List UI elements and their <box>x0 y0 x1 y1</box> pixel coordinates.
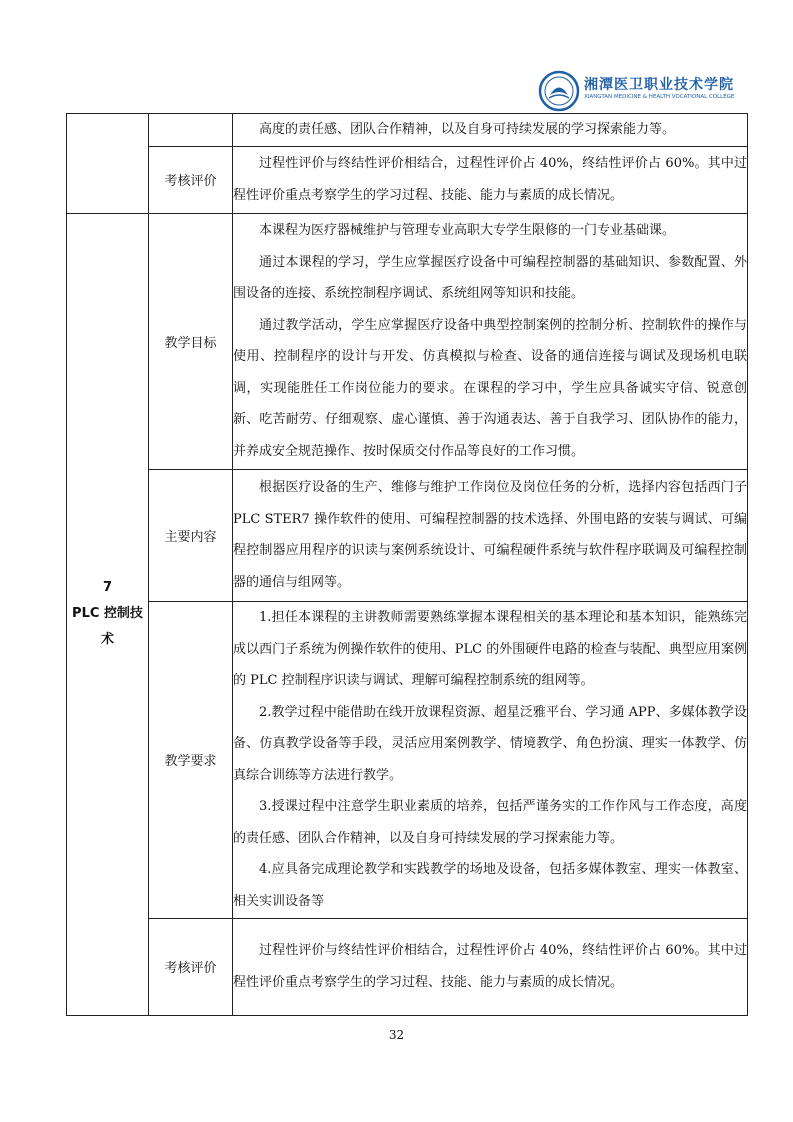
table-row <box>67 918 748 1015</box>
course-name-cell <box>67 213 149 1015</box>
requirement-content <box>233 601 748 918</box>
previous-label-cell <box>149 114 233 147</box>
page-number: 32 <box>388 1028 405 1042</box>
assessment-text: 过程性评价与终结性评价相结合，过程性评价占 40%，终结性评价占 60%。其中过程性评价重点考察学生的学习过程、技能、能力与素质的成长情况。 <box>233 156 747 203</box>
course-assessment-content <box>233 918 748 1015</box>
previous-content-cell <box>233 114 748 147</box>
assessment-content <box>233 146 748 213</box>
curriculum-table <box>66 113 748 1016</box>
requirement-label: 教学要求 <box>149 601 233 918</box>
requirement-item: 4.应具备完成理论教学和实践教学的场地及设备，包括多媒体教室、理实一体教室、相关实训设备等 <box>233 862 747 909</box>
college-emblem-icon <box>538 70 580 112</box>
logo-subtitle: XIANGTAN MEDICINE & HEALTH VOCATIONAL COLLEGE <box>584 94 735 100</box>
course-assessment-text: 过程性评价与终结性评价相结合，过程性评价占 40%，终结性评价占 60%。其中过程性评价重点考察学生的学习过程、技能、能力与素质的成长情况。 <box>233 943 747 990</box>
content-paragraph: 根据医疗设备的生产、维修与维护工作岗位及岗位任务的分析，选择内容包括西门子 PLC STER7 操作软件的使用、可编程控制器的技术选择、外围电路的安装与调试、可编程控制器应用程序的识读与案例系统设计、可编程硬件系统与软件程序联调及可编程控制器的通信与组网等。 <box>233 480 747 590</box>
previous-course-cell <box>67 114 149 214</box>
course-assessment-label: 考核评价 <box>149 918 233 1015</box>
requirement-item: 3.授课过程中注意学生职业素质的培养，包括严谨务实的工作作风与工作态度，高度的责任感、团队合作精神，以及自身可持续发展的学习探索能力等。 <box>233 799 747 846</box>
table-row <box>67 469 748 601</box>
table-row <box>67 213 748 469</box>
requirement-item: 2.教学过程中能借助在线开放课程资源、超星泛雅平台、学习通 APP、多媒体教学设备、仿真教学设备等手段，灵活应用案例教学、情境教学、角色扮演、理实一体教学、仿真综合训练等方法进行教学。 <box>233 704 747 783</box>
goal-paragraph: 通过教学活动，学生应掌握医疗设备中典型控制案例的控制分析、控制软件的操作与使用、控制程序的设计与开发、仿真模拟与检查、设备的通信连接与调试及现场机电联调，实现能胜任工作岗位能力的要求。在课程的学习中，学生应具备诚实守信、锐意创新、吃苦耐劳、仔细观察、虚心谨慎、善于沟通表达、善于自我学习、团队协作的能力，并养成安全规范操作、按时保质交付作品等良好的工作习惯。 <box>233 317 747 459</box>
course-number: 7 <box>102 580 113 595</box>
logo-title: 湘潭医卫职业技术学院 <box>584 77 734 93</box>
table-row <box>67 146 748 213</box>
goal-content <box>233 213 748 469</box>
college-logo <box>538 70 748 114</box>
table-row <box>67 601 748 918</box>
course-name: PLC 控制技术 <box>72 606 143 647</box>
continued-paragraph: 高度的责任感、团队合作精神，以及自身可持续发展的学习探索能力等。 <box>259 122 676 137</box>
goal-paragraph: 通过本课程的学习，学生应掌握医疗设备中可编程控制器的基础知识、参数配置、外围设备的连接、系统控制程序调试、系统组网等知识和技能。 <box>233 254 747 301</box>
main-content <box>233 469 748 601</box>
requirement-item: 1.担任本课程的主讲教师需要熟练掌握本课程相关的基本理论和基本知识，能熟练完成以西门子系统为例操作软件的使用、PLC 的外围硬件电路的检查与装配、典型应用案例的 PLC 控制程序识读与调试、理解可编程控制系统的组网等。 <box>233 610 747 688</box>
goal-label: 教学目标 <box>149 213 233 469</box>
table-row <box>67 114 748 147</box>
content-label: 主要内容 <box>149 469 233 601</box>
goal-paragraph: 本课程为医疗器械维护与管理专业高职大专学生限修的一门专业基础课。 <box>259 223 676 238</box>
assessment-label: 考核评价 <box>149 146 233 213</box>
